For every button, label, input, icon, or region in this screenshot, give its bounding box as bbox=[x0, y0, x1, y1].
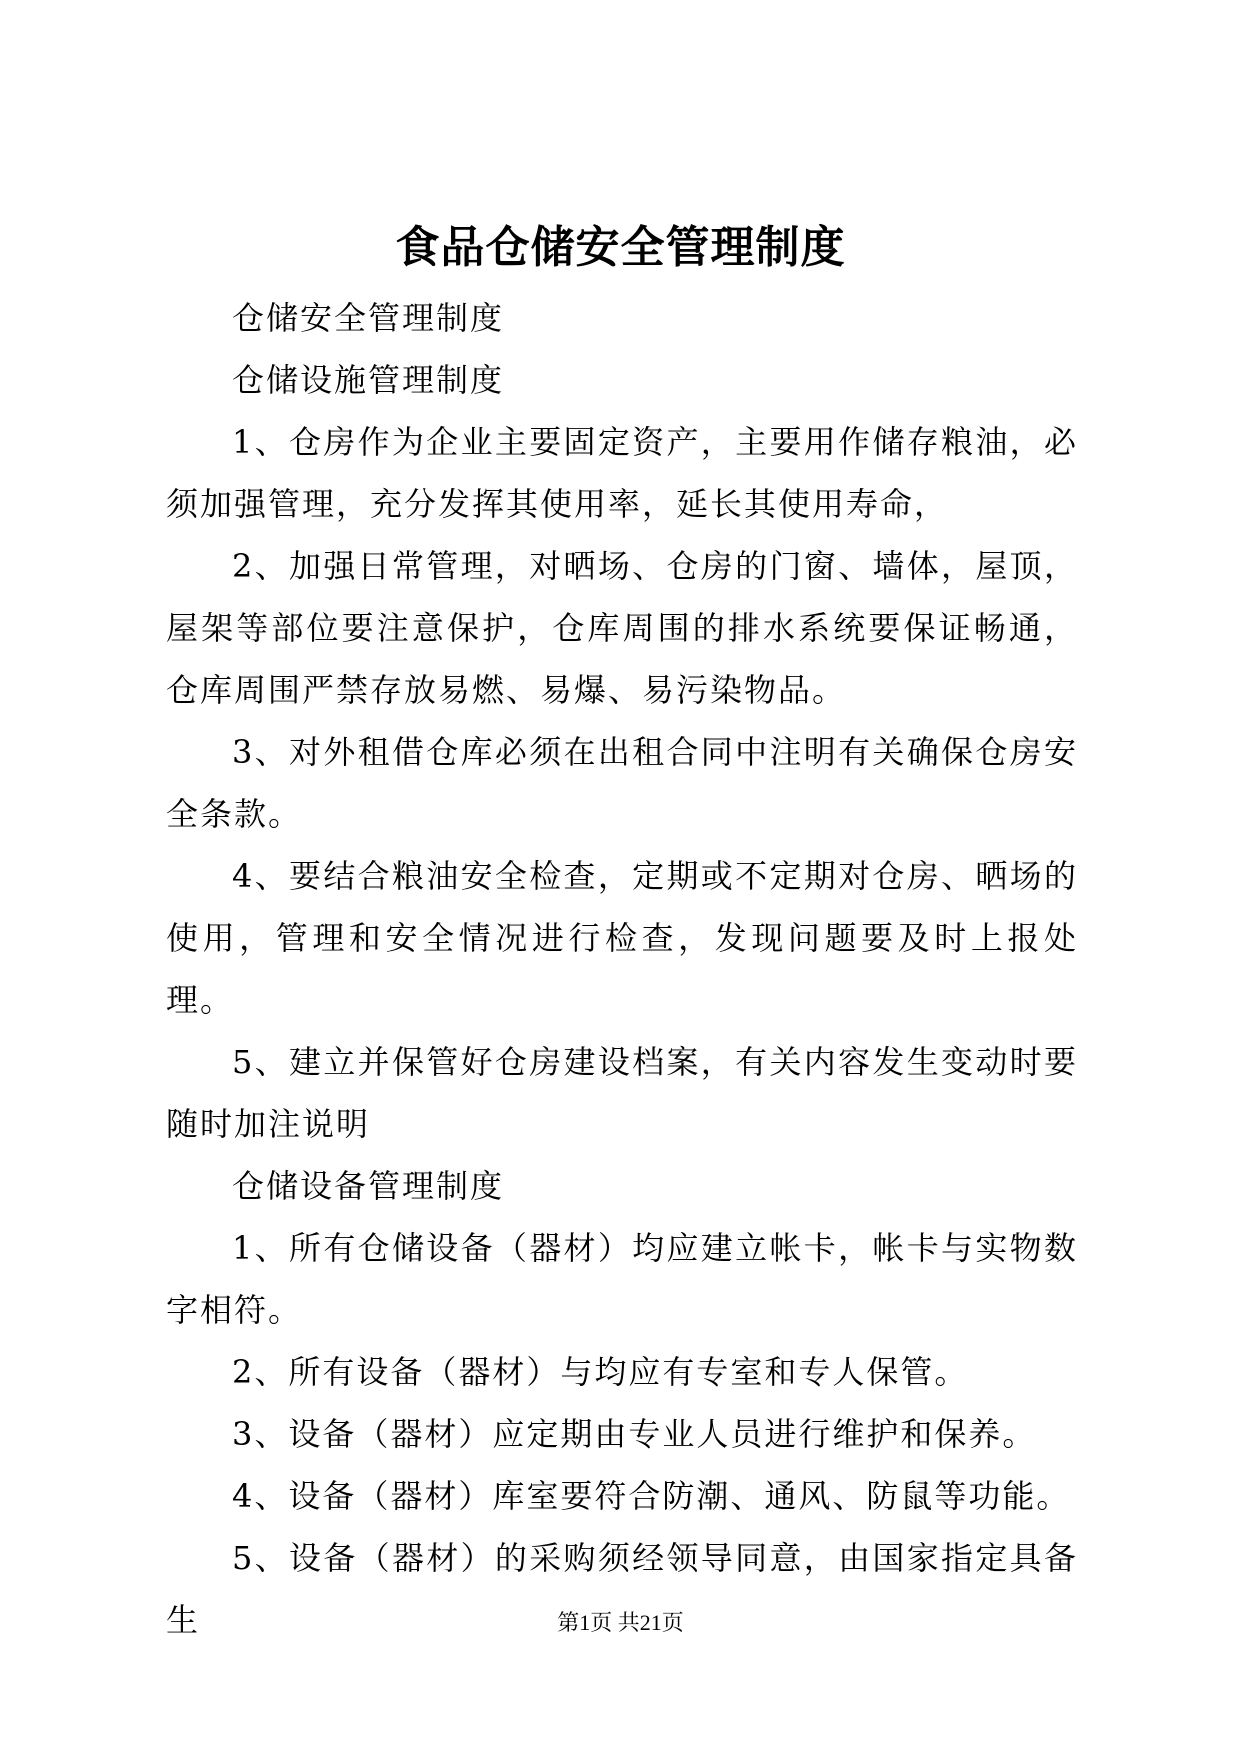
document-title: 食品仓储安全管理制度 bbox=[395, 222, 846, 273]
paragraph-item: 5、建立并保管好仓房建设档案，有关内容发生变动时要随时加注说明 bbox=[166, 1043, 1078, 1143]
document-body bbox=[166, 287, 1078, 1651]
paragraph-subsection-heading: 仓储设施管理制度 bbox=[232, 361, 505, 399]
paragraph-item: 2、所有设备（器材）与均应有专室和专人保管。 bbox=[232, 1353, 969, 1391]
paragraph-item: 3、对外租借仓库必须在出租合同中注明有关确保仓房安全条款。 bbox=[166, 733, 1078, 833]
paragraph-subsection-heading: 仓储设备管理制度 bbox=[232, 1167, 505, 1205]
paragraph-section-heading: 仓储安全管理制度 bbox=[232, 299, 505, 337]
paragraph-item: 3、设备（器材）应定期由专业人员进行维护和保养。 bbox=[232, 1415, 1037, 1453]
paragraph-item: 4、要结合粮油安全检查，定期或不定期对仓房、晒场的使用，管理和安全情况进行检查，发现问题要及时上报处理。 bbox=[166, 857, 1078, 1019]
paragraph-item: 1、所有仓储设备（器材）均应建立帐卡，帐卡与实物数字相符。 bbox=[166, 1229, 1078, 1329]
paragraph-item: 2、加强日常管理，对晒场、仓房的门窗、墙体，屋顶，屋架等部位要注意保护，仓库周围的排水系统要保证畅通，仓库周围严禁存放易燃、易爆、易污染物品。 bbox=[166, 547, 1078, 709]
paragraph-item: 5、设备（器材）的采购须经领导同意，由国家指定具备生 bbox=[166, 1539, 1078, 1639]
paragraph-item: 1、仓房作为企业主要固定资产，主要用作储存粮油，必须加强管理，充分发挥其使用率，延长其使用寿命， bbox=[166, 423, 1078, 523]
page-number-footer: 第1页 共21页 bbox=[557, 1610, 684, 1635]
paragraph-item: 4、设备（器材）库室要符合防潮、通风、防鼠等功能。 bbox=[232, 1477, 1071, 1515]
